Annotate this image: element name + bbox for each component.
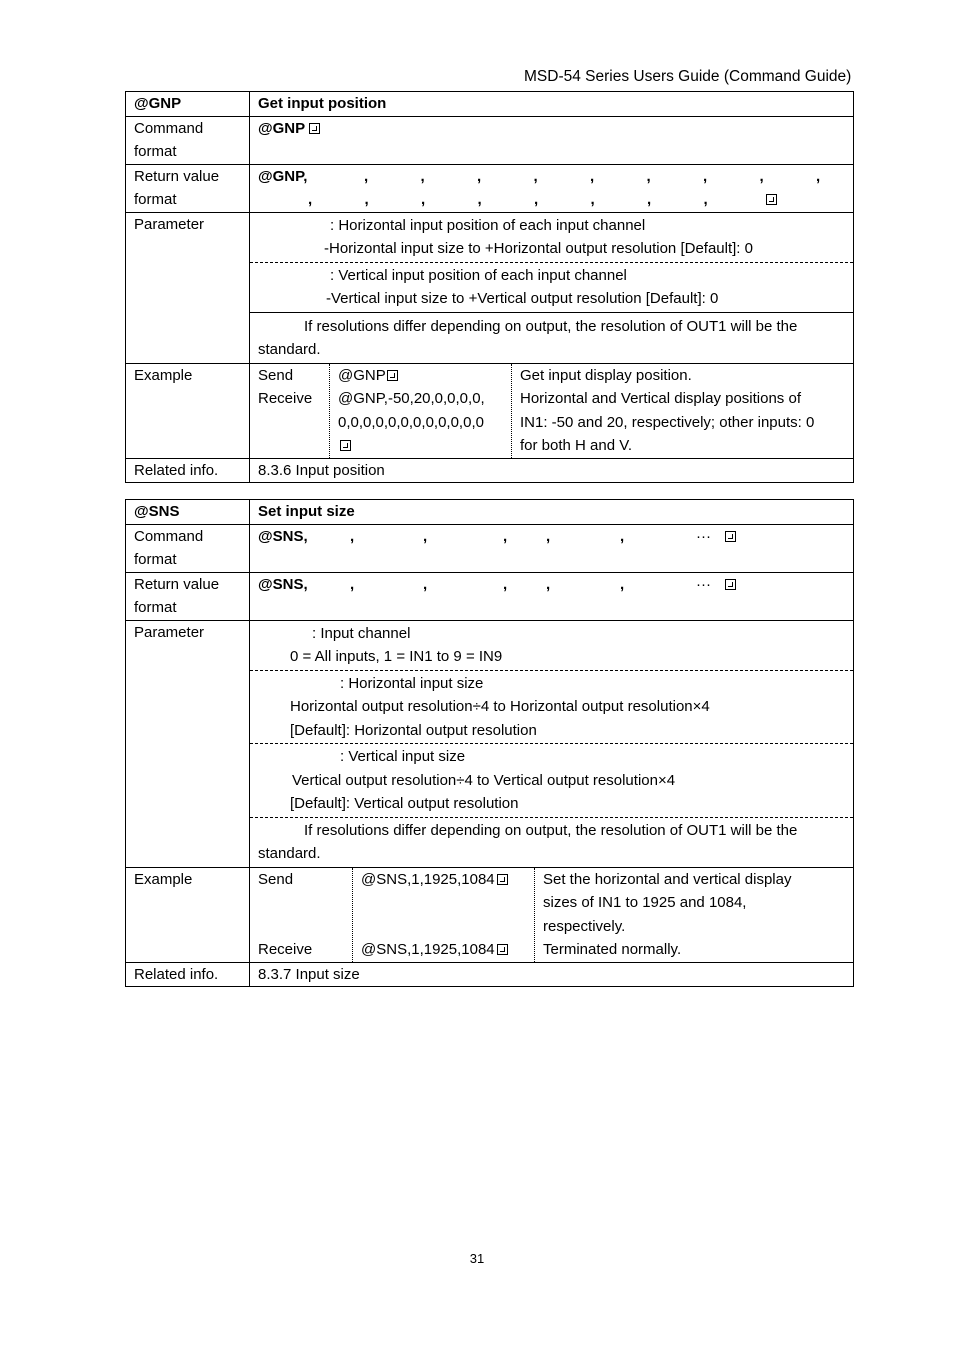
sns-example-label: Example: [126, 867, 250, 962]
sns-receive-label: Receive: [258, 941, 313, 958]
sns-example-desc-1: Set the horizontal and vertical display: [543, 870, 792, 888]
gnp-example-desc-2: Horizontal and Vertical display positions of: [520, 390, 801, 407]
gnp-title: Get input position: [250, 92, 854, 117]
sns-title: Set input size: [250, 500, 854, 525]
gnp-parameter-label: Parameter: [126, 212, 250, 363]
gnp-param-v-desc: : Vertical input position of each input channel: [330, 266, 627, 284]
page-header: MSD-54 Series Users Guide (Command Guide): [524, 68, 852, 85]
return-key-icon: [309, 123, 320, 134]
sns-example-desc-4: Terminated normally.: [543, 941, 682, 958]
gnp-param-v-range: -Vertical input size to +Vertical output resolution [Default]: 0: [326, 290, 719, 307]
gnp-command-format-label: Command format: [126, 116, 250, 164]
return-key-icon: [340, 440, 351, 451]
gnp-related-label: Related info.: [126, 458, 250, 483]
gnp-receive-label: Receive: [258, 390, 313, 407]
return-key-icon: [725, 531, 736, 542]
sns-example-desc-3: respectively.: [543, 917, 626, 935]
sns-parameters: [250, 620, 854, 867]
sns-send-value: @SNS,1,1925,1084: [361, 870, 495, 888]
sns-param-v-range: Vertical output resolution÷4 to Vertical output resolution×4: [292, 771, 676, 789]
sns-param-v-default: [Default]: Vertical output resolution: [290, 795, 519, 812]
sns-return-format-label: Return value format: [126, 572, 250, 620]
sns-example: [250, 867, 854, 962]
gnp-example-desc-1: Get input display position.: [520, 366, 692, 384]
return-key-icon: [766, 194, 777, 205]
gnp-param-h-range: -Horizontal input size to +Horizontal output resolution [Default]: 0: [324, 240, 753, 257]
gnp-code: @GNP: [126, 92, 250, 117]
sns-related-label: Related info.: [126, 962, 250, 987]
sns-send-label: Send: [258, 870, 294, 888]
sns-param-h-default: [Default]: Horizontal output resolution: [290, 721, 537, 739]
sns-parameter-label: Parameter: [126, 620, 250, 867]
gnp-example: [250, 363, 854, 458]
gnp-receive-value-1: @GNP,-50,20,0,0,0,0,: [338, 390, 485, 407]
sns-param-v-desc: : Vertical input size: [340, 748, 466, 765]
sns-param-h-desc: : Horizontal input size: [340, 674, 484, 692]
gnp-example-desc-4: for both H and V.: [520, 437, 633, 454]
return-key-icon: [725, 579, 736, 590]
gnp-return-format: @GNP, , , , , , , , , , , , , , , , , ,: [250, 164, 854, 212]
page-number: 31: [469, 1251, 485, 1266]
gnp-command-format: @GNP: [250, 116, 854, 164]
return-key-icon: [387, 370, 398, 381]
gnp-send-label: Send: [258, 366, 294, 384]
gnp-receive-value-2: 0,0,0,0,0,0,0,0,0,0,0,0: [338, 413, 484, 431]
sns-param-h-range: Horizontal output resolution÷4 to Horizontal output resolution×4: [290, 698, 710, 715]
sns-receive-value: @SNS,1,1925,1084: [361, 941, 495, 958]
sns-param-ch-range: 0 = All inputs, 1 = IN1 to 9 = IN9: [290, 648, 503, 665]
gnp-example-desc-3: IN1: -50 and 20, respectively; other inputs: 0: [520, 413, 815, 431]
gnp-related: 8.3.6 Input position: [250, 458, 854, 483]
gnp-return-format-label: Return value format: [126, 164, 250, 212]
sns-command-table: [125, 499, 854, 987]
gnp-note: If resolutions differ depending on output, the resolution of OUT1 will be the standard.: [258, 317, 798, 358]
gnp-example-label: Example: [126, 363, 250, 458]
gnp-parameters: [250, 212, 854, 363]
gnp-command-table: [125, 91, 854, 483]
sns-command-format: @SNS, , , , , , ···: [250, 524, 854, 572]
sns-return-format: @SNS, , , , , , ···: [250, 572, 854, 620]
sns-code: @SNS: [126, 500, 250, 525]
sns-param-ch-desc: : Input channel: [312, 624, 411, 642]
sns-example-desc-2: sizes of IN1 to 1925 and 1084,: [543, 894, 747, 911]
sns-related: 8.3.7 Input size: [250, 962, 854, 987]
gnp-param-h-desc: : Horizontal input position of each input channel: [330, 216, 646, 234]
return-key-icon: [497, 874, 508, 885]
sns-command-format-label: Command format: [126, 524, 250, 572]
gnp-send-value: @GNP: [338, 366, 386, 384]
sns-note: If resolutions differ depending on output, the resolution of OUT1 will be the standard.: [258, 821, 798, 862]
return-key-icon: [497, 944, 508, 955]
